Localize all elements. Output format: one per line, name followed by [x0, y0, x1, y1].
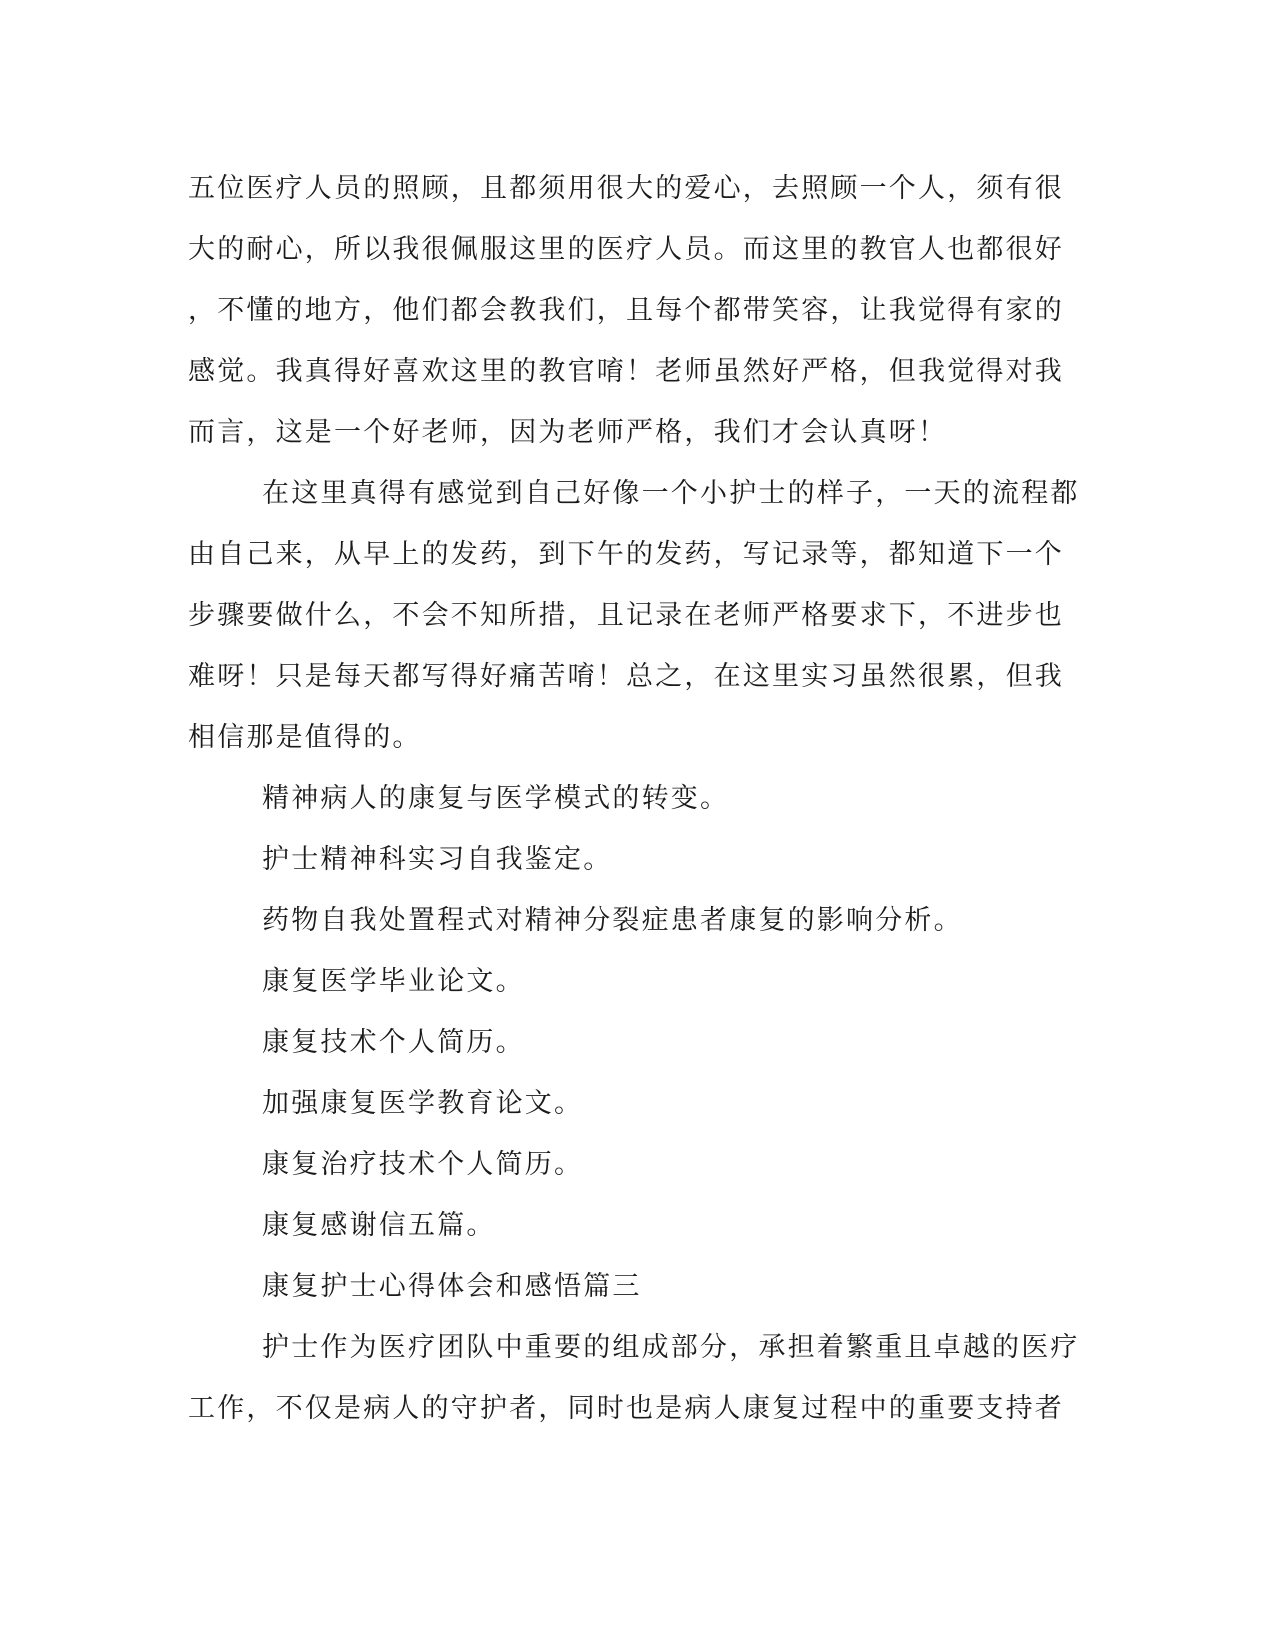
paragraph-line: 由自己来，从早上的发药，到下午的发药，写记录等，都知道下一个 — [188, 539, 1064, 570]
section-heading: 康复护士心得体会和感悟篇三 — [262, 1271, 642, 1302]
list-item: 药物自我处置程式对精神分裂症患者康复的影响分析。 — [262, 905, 963, 936]
paragraph-line: 在这里真得有感觉到自己好像一个小护士的样子，一天的流程都 — [262, 478, 1080, 509]
paragraph-line: 而言，这是一个好老师，因为老师严格，我们才会认真呀！ — [188, 417, 948, 448]
paragraph-line: 工作，不仅是病人的守护者，同时也是病人康复过程中的重要支持者 — [188, 1393, 1064, 1424]
list-item: 康复技术个人简历。 — [262, 1027, 525, 1058]
list-item: 康复治疗技术个人简历。 — [262, 1149, 584, 1180]
paragraph-line: 相信那是值得的。 — [188, 722, 422, 753]
paragraph-line: 大的耐心，所以我很佩服这里的医疗人员。而这里的教官人也都很好 — [188, 234, 1064, 265]
list-item: 护士精神科实习自我鉴定。 — [262, 844, 613, 875]
paragraph-line: ，不懂的地方，他们都会教我们，且每个都带笑容，让我觉得有家的 — [188, 295, 1064, 326]
list-item: 康复感谢信五篇。 — [262, 1210, 496, 1241]
paragraph-line: 护士作为医疗团队中重要的组成部分，承担着繁重且卓越的医疗 — [262, 1332, 1080, 1363]
paragraph-line: 感觉。我真得好喜欢这里的教官唷！老师虽然好严格，但我觉得对我 — [188, 356, 1064, 387]
list-item: 康复医学毕业论文。 — [262, 966, 525, 997]
list-item: 精神病人的康复与医学模式的转变。 — [262, 783, 730, 814]
paragraph-line: 难呀！只是每天都写得好痛苦唷！总之，在这里实习虽然很累，但我 — [188, 661, 1064, 692]
document-body — [188, 158, 1080, 1439]
paragraph-line: 五位医疗人员的照顾，且都须用很大的爱心，去照顾一个人，须有很 — [188, 173, 1064, 204]
list-item: 加强康复医学教育论文。 — [262, 1088, 584, 1119]
paragraph-line: 步骤要做什么，不会不知所措，且记录在老师严格要求下，不进步也 — [188, 600, 1064, 631]
